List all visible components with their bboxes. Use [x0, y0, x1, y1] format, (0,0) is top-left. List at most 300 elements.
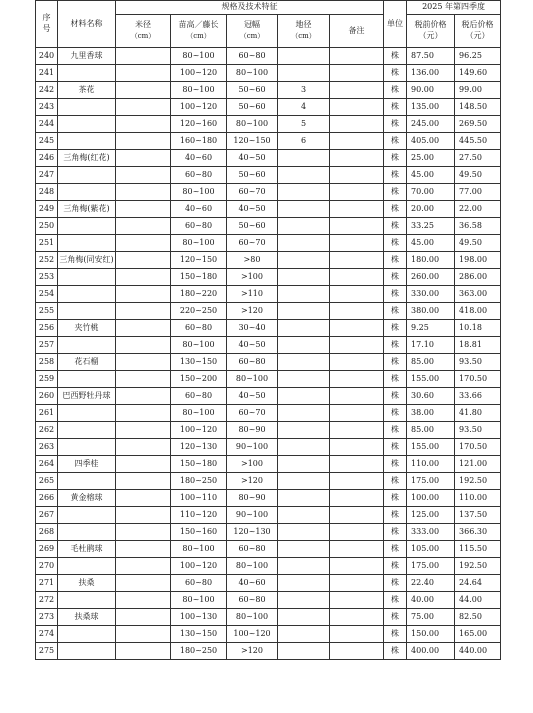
height-cell: 60~80 [171, 388, 227, 405]
remark-cell [330, 269, 384, 286]
material-name-cell: 黄金榕球 [58, 490, 116, 507]
unit-cell: 株 [384, 99, 407, 116]
height-cell: 150~180 [171, 269, 227, 286]
ground-diameter-cell [278, 218, 330, 235]
height-cell: 120~160 [171, 116, 227, 133]
crown-cell: 80~90 [227, 490, 278, 507]
height-cell: 100~120 [171, 558, 227, 575]
row-number-cell: 275 [36, 643, 58, 660]
height-cell: 60~80 [171, 167, 227, 184]
diameter-cell [116, 388, 171, 405]
material-name-cell: 茶花 [58, 82, 116, 99]
remark-cell [330, 354, 384, 371]
ground-diameter-cell [278, 252, 330, 269]
row-number-cell: 261 [36, 405, 58, 422]
remark-cell [330, 388, 384, 405]
table-row [36, 507, 501, 524]
post-tax-price-cell: 192.50 [455, 558, 501, 575]
height-cell: 80~100 [171, 82, 227, 99]
pre-tax-price-cell: 45.00 [407, 167, 455, 184]
row-number-cell: 247 [36, 167, 58, 184]
height-cell: 80~100 [171, 235, 227, 252]
material-name-cell: 九里香球 [58, 48, 116, 65]
unit-cell: 株 [384, 252, 407, 269]
crown-cell: 60~80 [227, 48, 278, 65]
diameter-cell [116, 116, 171, 133]
pre-tax-price-cell: 150.00 [407, 626, 455, 643]
diameter-cell [116, 337, 171, 354]
row-number-cell: 267 [36, 507, 58, 524]
row-number-cell: 256 [36, 320, 58, 337]
table-row [36, 558, 501, 575]
row-number-cell: 254 [36, 286, 58, 303]
crown-cell: 40~50 [227, 388, 278, 405]
post-tax-price-cell: 36.58 [455, 218, 501, 235]
ground-diameter-cell [278, 558, 330, 575]
ground-diameter-cell [278, 456, 330, 473]
remark-cell [330, 320, 384, 337]
post-tax-price-cell: 121.00 [455, 456, 501, 473]
table-row [36, 388, 501, 405]
remark-header: 备注 [330, 15, 384, 48]
material-name-cell [58, 133, 116, 150]
height-cell: 40~60 [171, 150, 227, 167]
ground-diameter-cell [278, 524, 330, 541]
diameter-cell [116, 626, 171, 643]
row-number-cell: 244 [36, 116, 58, 133]
material-name-cell [58, 507, 116, 524]
remark-cell [330, 592, 384, 609]
table-row [36, 337, 501, 354]
post-tax-price-cell: 99.00 [455, 82, 501, 99]
diameter-cell [116, 150, 171, 167]
ground-diameter-cell [278, 592, 330, 609]
ground-diameter-cell [278, 167, 330, 184]
material-name-cell: 扶桑 [58, 575, 116, 592]
diameter-cell [116, 490, 171, 507]
crown-cell: 60~80 [227, 592, 278, 609]
post-tax-price-cell: 192.50 [455, 473, 501, 490]
crown-cell: >120 [227, 643, 278, 660]
crown-cell: 40~50 [227, 337, 278, 354]
ground-diameter-cell [278, 371, 330, 388]
remark-cell [330, 490, 384, 507]
diameter-cell [116, 473, 171, 490]
ground-diameter-cell [278, 422, 330, 439]
unit-cell: 株 [384, 643, 407, 660]
row-number-cell: 248 [36, 184, 58, 201]
pre-tax-price-cell: 100.00 [407, 490, 455, 507]
height-cell: 220~250 [171, 303, 227, 320]
pre-tax-price-cell: 17.10 [407, 337, 455, 354]
diameter-cell [116, 439, 171, 456]
table-row [36, 320, 501, 337]
table-row [36, 422, 501, 439]
table-row [36, 609, 501, 626]
diameter-cell [116, 252, 171, 269]
material-name-header: 材料名称 [58, 1, 116, 48]
pre-tax-price-cell: 20.00 [407, 201, 455, 218]
post-tax-price-cell: 49.50 [455, 235, 501, 252]
unit-cell: 株 [384, 150, 407, 167]
ground-diameter-cell [278, 65, 330, 82]
crown-cell: >110 [227, 286, 278, 303]
diameter-cell [116, 218, 171, 235]
height-cell: 60~80 [171, 218, 227, 235]
pre-tax-price-cell: 25.00 [407, 150, 455, 167]
row-number-cell: 266 [36, 490, 58, 507]
crown-cell: >120 [227, 303, 278, 320]
unit-cell: 株 [384, 48, 407, 65]
post-tax-price-cell: 93.50 [455, 354, 501, 371]
crown-cell: 60~70 [227, 184, 278, 201]
post-tax-price-cell: 10.18 [455, 320, 501, 337]
row-number-cell: 262 [36, 422, 58, 439]
pre-tax-price-cell: 260.00 [407, 269, 455, 286]
table-row [36, 626, 501, 643]
table-row [36, 354, 501, 371]
post-tax-price-cell: 148.50 [455, 99, 501, 116]
pre-tax-price-cell: 125.00 [407, 507, 455, 524]
post-tax-price-cell: 41.80 [455, 405, 501, 422]
ground-diameter-cell [278, 490, 330, 507]
pre-tax-price-cell: 110.00 [407, 456, 455, 473]
crown-cell: 100~120 [227, 626, 278, 643]
crown-cell: 50~60 [227, 99, 278, 116]
diameter-cell [116, 167, 171, 184]
row-number-cell: 263 [36, 439, 58, 456]
crown-cell: >100 [227, 269, 278, 286]
remark-cell [330, 99, 384, 116]
remark-cell [330, 643, 384, 660]
material-name-cell [58, 643, 116, 660]
height-cell: 180~250 [171, 473, 227, 490]
remark-cell [330, 235, 384, 252]
table-row [36, 456, 501, 473]
table-row [36, 48, 501, 65]
row-number-cell: 272 [36, 592, 58, 609]
post-tax-price-cell: 115.50 [455, 541, 501, 558]
pre-tax-price-cell: 40.00 [407, 592, 455, 609]
ground-diameter-cell [278, 541, 330, 558]
table-row [36, 439, 501, 456]
pre-tax-price-cell: 135.00 [407, 99, 455, 116]
unit-cell: 株 [384, 337, 407, 354]
unit-cell: 株 [384, 269, 407, 286]
crown-cell: 80~90 [227, 422, 278, 439]
remark-cell [330, 150, 384, 167]
table-row [36, 235, 501, 252]
unit-cell: 株 [384, 65, 407, 82]
material-name-cell [58, 558, 116, 575]
material-name-cell [58, 286, 116, 303]
pre-tax-price-cell: 175.00 [407, 558, 455, 575]
seq-header: 序 号 [36, 1, 58, 48]
table-row [36, 269, 501, 286]
table-body [36, 48, 501, 660]
row-number-cell: 242 [36, 82, 58, 99]
height-cell: 40~60 [171, 201, 227, 218]
table-row [36, 133, 501, 150]
material-name-cell [58, 65, 116, 82]
remark-cell [330, 133, 384, 150]
crown-cell: 50~60 [227, 218, 278, 235]
remark-cell [330, 184, 384, 201]
pre-tax-price-cell: 155.00 [407, 439, 455, 456]
pre-tax-price-cell: 405.00 [407, 133, 455, 150]
diameter-cell [116, 65, 171, 82]
material-name-cell [58, 303, 116, 320]
post-tax-price-cell: 24.64 [455, 575, 501, 592]
diameter-cell [116, 354, 171, 371]
height-cell: 180~250 [171, 643, 227, 660]
post-tax-price-cell: 165.00 [455, 626, 501, 643]
material-name-cell: 扶桑球 [58, 609, 116, 626]
material-name-cell [58, 218, 116, 235]
table-row [36, 150, 501, 167]
row-number-cell: 258 [36, 354, 58, 371]
height-cell: 100~120 [171, 65, 227, 82]
row-number-cell: 274 [36, 626, 58, 643]
ground-diameter-cell [278, 473, 330, 490]
crown-header: 冠幅 （cm） [227, 15, 278, 48]
material-name-cell [58, 269, 116, 286]
table-row [36, 541, 501, 558]
post-tax-price-cell: 137.50 [455, 507, 501, 524]
ground-diameter-cell [278, 269, 330, 286]
ground-diameter-cell: 6 [278, 133, 330, 150]
diameter-cell [116, 575, 171, 592]
ground-diameter-cell [278, 320, 330, 337]
table-row [36, 286, 501, 303]
ground-diameter-cell [278, 303, 330, 320]
table-row [36, 99, 501, 116]
crown-cell: 80~100 [227, 116, 278, 133]
remark-cell [330, 541, 384, 558]
height-cell: 120~150 [171, 252, 227, 269]
post-tax-price-cell: 440.00 [455, 643, 501, 660]
material-name-cell [58, 337, 116, 354]
pre-tax-price-cell: 380.00 [407, 303, 455, 320]
pre-tax-price-cell: 33.25 [407, 218, 455, 235]
diameter-header: 米径 （cm） [116, 15, 171, 48]
remark-cell [330, 82, 384, 99]
material-name-cell [58, 626, 116, 643]
height-cell: 100~130 [171, 609, 227, 626]
post-tax-price-cell: 170.50 [455, 371, 501, 388]
row-number-cell: 255 [36, 303, 58, 320]
row-number-cell: 245 [36, 133, 58, 150]
row-number-cell: 252 [36, 252, 58, 269]
crown-cell: 60~80 [227, 354, 278, 371]
material-name-cell: 夹竹桃 [58, 320, 116, 337]
height-cell: 80~100 [171, 184, 227, 201]
diameter-cell [116, 524, 171, 541]
unit-cell: 株 [384, 201, 407, 218]
height-cell: 120~130 [171, 439, 227, 456]
remark-cell [330, 405, 384, 422]
unit-header: 单位 [384, 1, 407, 48]
material-name-cell [58, 99, 116, 116]
height-cell: 80~100 [171, 592, 227, 609]
diameter-cell [116, 422, 171, 439]
crown-cell: 30~40 [227, 320, 278, 337]
diameter-cell [116, 456, 171, 473]
material-name-cell [58, 235, 116, 252]
ground-diameter-cell [278, 286, 330, 303]
pre-tax-price-cell: 87.50 [407, 48, 455, 65]
ground-diameter-header: 地径 （cm） [278, 15, 330, 48]
height-cell: 130~150 [171, 626, 227, 643]
crown-cell: 60~70 [227, 405, 278, 422]
spec-header: 规格及技术特征 [116, 1, 384, 15]
material-name-cell [58, 422, 116, 439]
unit-cell: 株 [384, 507, 407, 524]
row-number-cell: 271 [36, 575, 58, 592]
crown-cell: 80~100 [227, 558, 278, 575]
unit-cell: 株 [384, 133, 407, 150]
material-name-cell: 四季桂 [58, 456, 116, 473]
unit-cell: 株 [384, 473, 407, 490]
pre-tax-price-cell: 245.00 [407, 116, 455, 133]
post-tax-price-cell: 445.50 [455, 133, 501, 150]
remark-cell [330, 48, 384, 65]
height-cell: 100~120 [171, 99, 227, 116]
post-tax-price-cell: 366.30 [455, 524, 501, 541]
post-tax-price-cell: 170.50 [455, 439, 501, 456]
row-number-cell: 249 [36, 201, 58, 218]
post-tax-price-cell: 82.50 [455, 609, 501, 626]
table-row [36, 82, 501, 99]
row-number-cell: 246 [36, 150, 58, 167]
row-number-cell: 268 [36, 524, 58, 541]
unit-cell: 株 [384, 320, 407, 337]
crown-cell: 120~150 [227, 133, 278, 150]
material-name-cell [58, 116, 116, 133]
table-row [36, 524, 501, 541]
unit-cell: 株 [384, 286, 407, 303]
unit-cell: 株 [384, 439, 407, 456]
row-number-cell: 250 [36, 218, 58, 235]
ground-diameter-cell [278, 201, 330, 218]
row-number-cell: 260 [36, 388, 58, 405]
height-header: 苗高／藤长 （cm） [171, 15, 227, 48]
post-tax-price-cell: 27.50 [455, 150, 501, 167]
ground-diameter-cell [278, 609, 330, 626]
crown-cell: 60~80 [227, 541, 278, 558]
material-name-cell [58, 473, 116, 490]
remark-cell [330, 116, 384, 133]
table-row [36, 371, 501, 388]
row-number-cell: 269 [36, 541, 58, 558]
pre-tax-price-cell: 45.00 [407, 235, 455, 252]
unit-cell: 株 [384, 354, 407, 371]
crown-cell: >100 [227, 456, 278, 473]
height-cell: 80~100 [171, 405, 227, 422]
ground-diameter-cell [278, 235, 330, 252]
unit-cell: 株 [384, 388, 407, 405]
pre-tax-price-cell: 9.25 [407, 320, 455, 337]
remark-cell [330, 558, 384, 575]
material-name-cell: 三角梅(同安红) [58, 252, 116, 269]
diameter-cell [116, 201, 171, 218]
row-number-cell: 270 [36, 558, 58, 575]
pre-tax-price-cell: 85.00 [407, 354, 455, 371]
ground-diameter-cell [278, 150, 330, 167]
ground-diameter-cell [278, 184, 330, 201]
pre-tax-price-cell: 400.00 [407, 643, 455, 660]
crown-cell: 90~100 [227, 507, 278, 524]
post-tax-price-cell: 269.50 [455, 116, 501, 133]
diameter-cell [116, 269, 171, 286]
post-tax-price-cell: 33.66 [455, 388, 501, 405]
table-header [36, 1, 501, 48]
remark-cell [330, 371, 384, 388]
row-number-cell: 265 [36, 473, 58, 490]
pre-tax-price-cell: 90.00 [407, 82, 455, 99]
crown-cell: >120 [227, 473, 278, 490]
diameter-cell [116, 184, 171, 201]
post-tax-price-cell: 93.50 [455, 422, 501, 439]
crown-cell: 90~100 [227, 439, 278, 456]
material-name-cell: 三角梅(红花) [58, 150, 116, 167]
ground-diameter-cell [278, 626, 330, 643]
table-row [36, 184, 501, 201]
crown-cell: 40~50 [227, 201, 278, 218]
unit-cell: 株 [384, 456, 407, 473]
ground-diameter-cell [278, 643, 330, 660]
remark-cell [330, 609, 384, 626]
height-cell: 80~100 [171, 337, 227, 354]
unit-cell: 株 [384, 82, 407, 99]
crown-cell: 80~100 [227, 609, 278, 626]
unit-cell: 株 [384, 490, 407, 507]
ground-diameter-cell [278, 507, 330, 524]
crown-cell: 60~70 [227, 235, 278, 252]
diameter-cell [116, 643, 171, 660]
unit-cell: 株 [384, 235, 407, 252]
row-number-cell: 253 [36, 269, 58, 286]
post-tax-header: 税后价格 （元） [455, 15, 501, 48]
material-name-cell [58, 371, 116, 388]
height-cell: 60~80 [171, 575, 227, 592]
remark-cell [330, 626, 384, 643]
post-tax-price-cell: 149.60 [455, 65, 501, 82]
unit-cell: 株 [384, 524, 407, 541]
pre-tax-price-cell: 180.00 [407, 252, 455, 269]
height-cell: 130~150 [171, 354, 227, 371]
diameter-cell [116, 609, 171, 626]
diameter-cell [116, 371, 171, 388]
crown-cell: 50~60 [227, 82, 278, 99]
material-name-cell [58, 592, 116, 609]
diameter-cell [116, 99, 171, 116]
ground-diameter-cell [278, 439, 330, 456]
pre-tax-price-cell: 155.00 [407, 371, 455, 388]
height-cell: 80~100 [171, 48, 227, 65]
material-name-cell [58, 184, 116, 201]
unit-cell: 株 [384, 558, 407, 575]
post-tax-price-cell: 22.00 [455, 201, 501, 218]
pre-tax-price-cell: 30.60 [407, 388, 455, 405]
table-row [36, 167, 501, 184]
row-number-cell: 273 [36, 609, 58, 626]
row-number-cell: 251 [36, 235, 58, 252]
remark-cell [330, 201, 384, 218]
height-cell: 150~180 [171, 456, 227, 473]
unit-cell: 株 [384, 167, 407, 184]
crown-cell: 80~100 [227, 65, 278, 82]
